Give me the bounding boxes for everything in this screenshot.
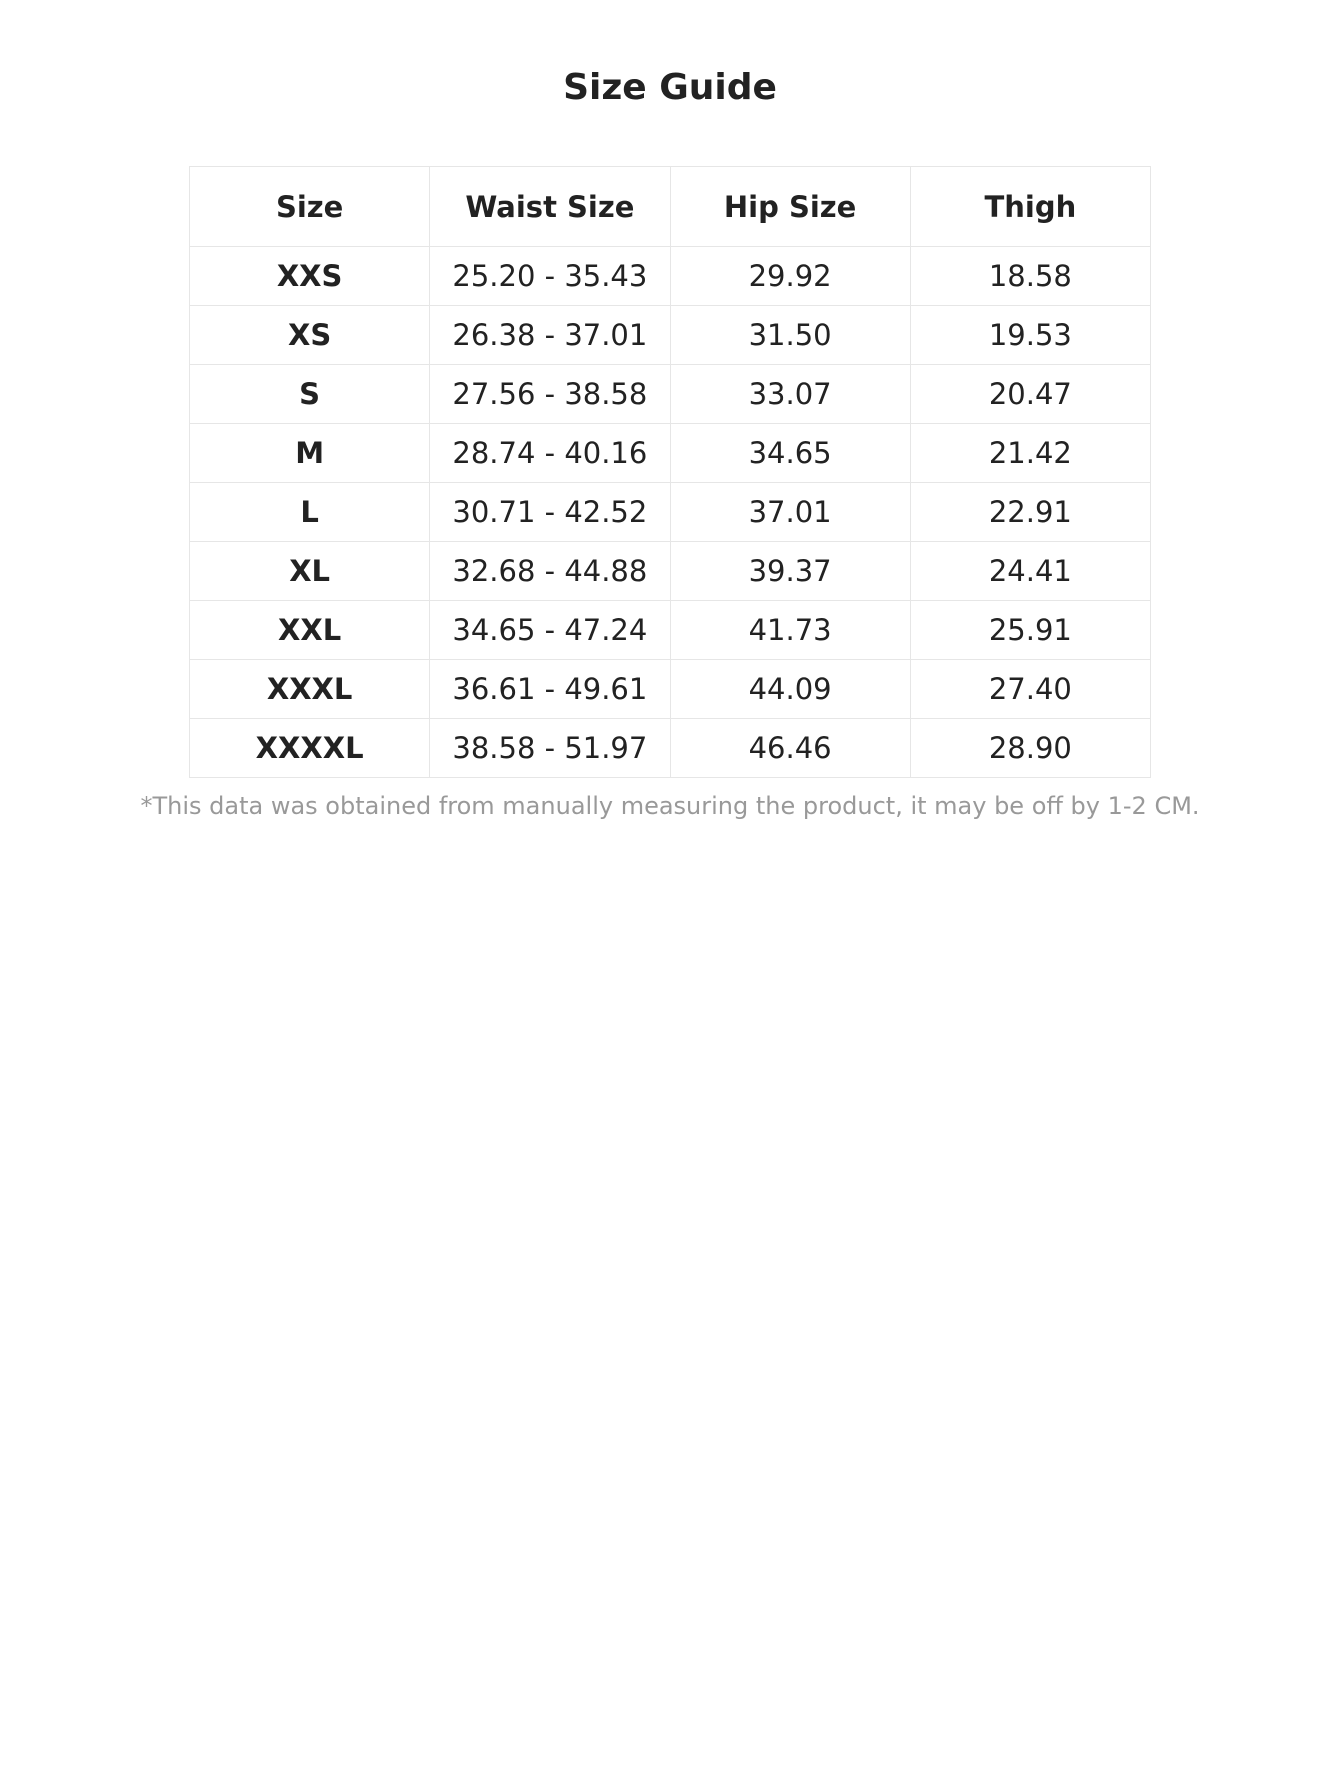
waist-cell: 27.56 - 38.58 [430,365,670,424]
size-cell: XXS [190,247,430,306]
table-row [190,719,1151,778]
size-cell: XXL [190,601,430,660]
thigh-cell: 27.40 [910,660,1150,719]
table-row [190,483,1151,542]
hip-cell: 44.09 [670,660,910,719]
measurement-footnote: *This data was obtained from manually measuring the product, it may be off by 1-2 CM. [140,792,1200,820]
waist-cell: 28.74 - 40.16 [430,424,670,483]
table-row [190,601,1151,660]
waist-cell: 36.61 - 49.61 [430,660,670,719]
size-cell: XS [190,306,430,365]
hip-cell: 46.46 [670,719,910,778]
size-cell: L [190,483,430,542]
table-row [190,247,1151,306]
thigh-cell: 24.41 [910,542,1150,601]
table-row [190,660,1151,719]
thigh-cell: 22.91 [910,483,1150,542]
table-row [190,306,1151,365]
page-title: Size Guide [563,67,777,108]
size-cell: S [190,365,430,424]
header-hip-size: Hip Size [670,167,910,247]
header-waist-size: Waist Size [430,167,670,247]
thigh-cell: 20.47 [910,365,1150,424]
thigh-cell: 25.91 [910,601,1150,660]
thigh-cell: 21.42 [910,424,1150,483]
size-cell: XXXL [190,660,430,719]
table-row [190,365,1151,424]
waist-cell: 26.38 - 37.01 [430,306,670,365]
waist-cell: 34.65 - 47.24 [430,601,670,660]
waist-cell: 25.20 - 35.43 [430,247,670,306]
hip-cell: 39.37 [670,542,910,601]
header-thigh: Thigh [910,167,1150,247]
thigh-cell: 18.58 [910,247,1150,306]
hip-cell: 33.07 [670,365,910,424]
size-guide-table [189,166,1151,778]
thigh-cell: 28.90 [910,719,1150,778]
waist-cell: 38.58 - 51.97 [430,719,670,778]
hip-cell: 29.92 [670,247,910,306]
size-cell: XL [190,542,430,601]
waist-cell: 32.68 - 44.88 [430,542,670,601]
hip-cell: 41.73 [670,601,910,660]
hip-cell: 31.50 [670,306,910,365]
size-cell: XXXXL [190,719,430,778]
table-row [190,424,1151,483]
table-header-row [190,167,1151,247]
size-cell: M [190,424,430,483]
waist-cell: 30.71 - 42.52 [430,483,670,542]
hip-cell: 34.65 [670,424,910,483]
thigh-cell: 19.53 [910,306,1150,365]
header-size: Size [190,167,430,247]
hip-cell: 37.01 [670,483,910,542]
table-row [190,542,1151,601]
